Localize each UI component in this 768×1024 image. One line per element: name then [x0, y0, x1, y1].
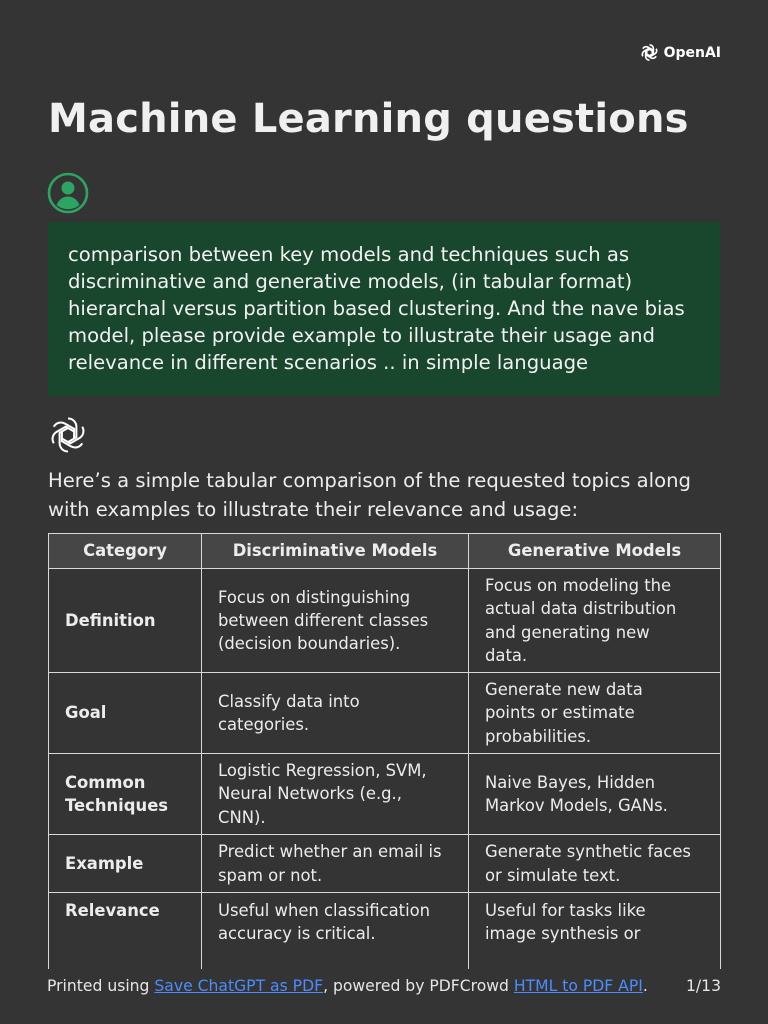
category-label: Definition — [65, 610, 156, 630]
discriminative-cell — [202, 835, 469, 893]
save-chatgpt-pdf-link[interactable]: Save ChatGPT as PDF — [154, 977, 324, 995]
footer-prefix: Printed using — [47, 977, 155, 995]
footer-suffix: . — [642, 977, 648, 995]
cell-line: Neural Networks (e.g., — [218, 784, 402, 804]
user-avatar-icon — [47, 172, 89, 214]
intro-line: with examples to illustrate their relevance and usage: — [48, 498, 579, 521]
cell-line: and generating new — [485, 622, 650, 642]
category-label: Common — [65, 772, 146, 792]
comparison-table — [48, 533, 721, 973]
user-prompt — [48, 222, 720, 396]
discriminative-cell — [202, 673, 469, 754]
cell-line: between different classes — [218, 610, 429, 630]
html-to-pdf-api-link[interactable]: HTML to PDF API — [513, 977, 643, 995]
cell-line: actual data distribution — [485, 599, 677, 619]
cell-line: CNN). — [218, 807, 266, 827]
prompt-line: comparison between key models and techniques such as — [68, 243, 630, 266]
table-row — [49, 673, 721, 754]
cell-line: Classify data into — [218, 691, 360, 711]
openai-logo-icon — [639, 42, 660, 63]
category-label: Techniques — [65, 796, 169, 815]
cell-line: image synthesis or — [485, 924, 641, 944]
category-cell — [49, 893, 202, 973]
page-title: Machine Learning questions — [48, 96, 689, 142]
category-label: Goal — [65, 703, 107, 723]
category-cell — [49, 569, 202, 673]
column-header: Generative Models — [469, 534, 721, 569]
cell-line: points or estimate — [485, 703, 635, 723]
category-cell — [49, 673, 202, 754]
column-header: Category — [49, 534, 202, 569]
table-row — [49, 569, 721, 673]
column-header: Discriminative Models — [202, 534, 469, 569]
category-label: Relevance — [65, 901, 160, 920]
prompt-line: hierarchal versus partition based clustering. And the nave bias — [68, 296, 685, 320]
category-cell — [49, 835, 202, 893]
table-row — [49, 893, 721, 973]
cell-line: Predict whether an email is — [218, 842, 442, 862]
cell-line: data. — [485, 645, 528, 665]
brand-header — [639, 42, 721, 63]
footer-text — [47, 977, 648, 995]
cell-line: Markov Models, GANs. — [485, 796, 668, 815]
discriminative-cell — [202, 754, 469, 835]
prompt-line: relevance in different scenarios .. in simple language — [68, 350, 589, 374]
footer-middle: , powered by PDFCrowd — [323, 977, 514, 995]
generative-cell — [469, 893, 721, 973]
generative-cell — [469, 835, 721, 893]
table-row — [49, 754, 721, 835]
response-intro — [48, 466, 728, 524]
brand-name: OpenAI — [663, 44, 721, 61]
cell-line: Logistic Regression, SVM, — [218, 761, 427, 781]
cell-line: spam or not. — [218, 865, 323, 885]
cell-line: Focus on modeling the — [485, 575, 672, 595]
cell-line: accuracy is critical. — [218, 924, 376, 944]
table-row — [49, 835, 721, 893]
prompt-line: model, please provide example to illustrate their usage and — [68, 323, 655, 347]
cell-line: Focus on distinguishing — [218, 587, 411, 607]
cell-line: Useful for tasks like — [485, 901, 646, 920]
cell-line: Generate synthetic faces — [485, 842, 691, 862]
intro-line: Here’s a simple tabular comparison of the requested topics along — [48, 469, 691, 492]
table-header-row — [49, 534, 721, 569]
generative-cell — [469, 754, 721, 835]
cell-line: or simulate text. — [485, 865, 621, 885]
cell-line: probabilities. — [485, 726, 592, 746]
chatgpt-logo-icon — [47, 414, 89, 456]
cell-line: Naive Bayes, Hidden — [485, 772, 656, 792]
print-footer — [47, 977, 721, 995]
generative-cell — [469, 673, 721, 754]
prompt-line: discriminative and generative models, (in tabular format) — [68, 269, 633, 293]
discriminative-cell — [202, 893, 469, 973]
cell-line: (decision boundaries). — [218, 634, 401, 654]
cell-line: Generate new data — [485, 680, 643, 700]
cell-line: categories. — [218, 715, 310, 734]
category-cell — [49, 754, 202, 835]
discriminative-cell — [202, 569, 469, 673]
cell-line: Useful when classification — [218, 901, 431, 920]
category-label: Example — [65, 853, 144, 873]
page-indicator: 1/13 — [685, 977, 721, 995]
generative-cell — [469, 569, 721, 673]
